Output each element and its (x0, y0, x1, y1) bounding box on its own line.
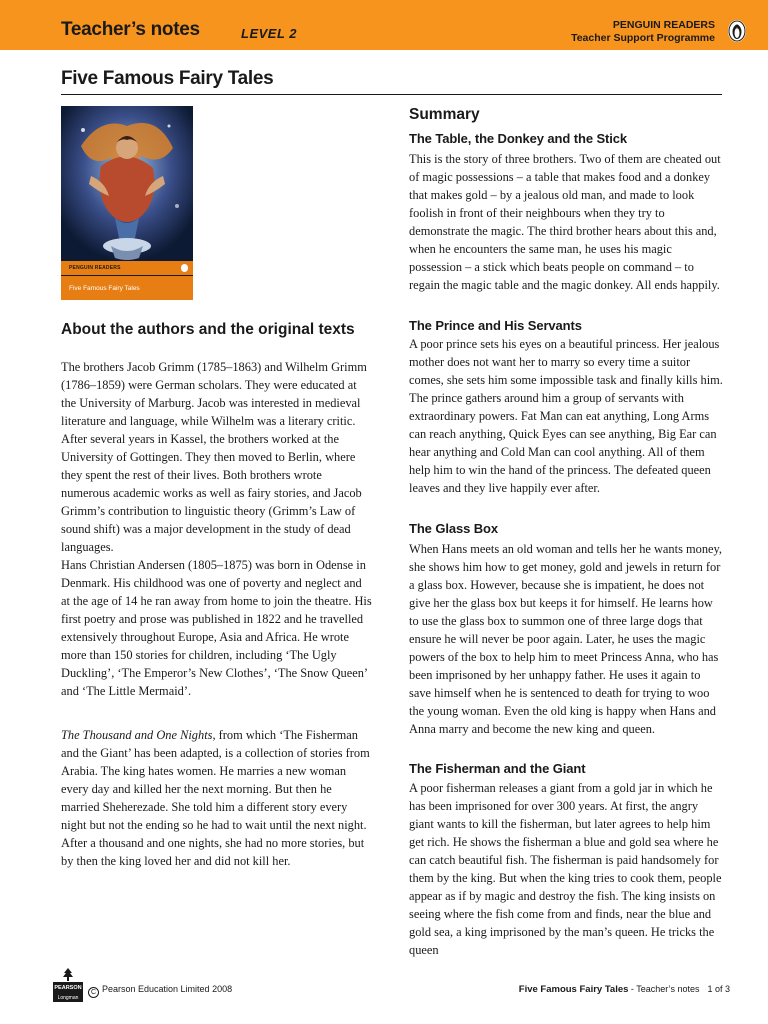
about-grimm-paragraph: The brothers Jacob Grimm (1785–1863) and Wilhelm Grimm (1786–1859) were German scholars. They were educated at the University of Marburg. Jacob was interested in medieval literature and language, while Wilhelm was a literary critic. After several years in Kassel, the brothers worked at the University of Gottingen. They then moved to Berlin, where they spent the rest of their lives. Both brothers wrote numerous academic works as well as fairy stories, and Jacob Grimm’s contribution to linguistic theory (Grimm’s Law of sound shift) was a major development in the study of dead languages. (61, 360, 367, 554)
thousand-nights-text: , from which ‘The Fisherman and the Giant’ has been adapted, is a collection of stories from Arabia. The king hates women. He marries a new woman every day and killed her the next morning. But then he married Sheherezade. She told him a different story every night but not the ending so he had to wait until the next night. After a thousand and one nights, she had no more stories, but by then the king loved her and did not kill her. (61, 728, 370, 868)
series-name: PENGUIN READERS (612, 19, 715, 31)
copyright-notice (88, 984, 232, 998)
pearson-wordmark: PEARSON (53, 982, 83, 994)
story-text-glass-box: When Hans meets an old woman and tells her he wants money, she shows him how to get money, gold and jewels in return for a glass box. However, because she is impatient, he does not give her the glass box but keeps it for himself. He learns how to use the glass box to summon one of three large dogs that ensure he will never be poor again. Later, he uses the magic powers of the box to help him to meet Princess Anna, who has been imprisoned by her unhappy father. He uses it again to save himself when he is sentenced to death for trying to woo the young woman. Even the old king is happy when Hans and Anna marry and become the new king and queen. (409, 542, 723, 736)
pearson-longman-logo (53, 968, 83, 1002)
thousand-nights-title: The Thousand and One Nights (61, 728, 213, 742)
story-text-prince: A poor prince sets his eyes on a beautiful princess. Her jealous mother does not want her to marry so every time a suitor comes, she sets him some impossible task and finally kills him. The prince gathers around him a group of servants with extraordinary powers. Fat Man can eat anything, Long Arms can reach anything, Quick Eyes can see anything, Big Ear can hear anything and Cold Man can cool anything. All of them help him to win the hand of the princess. The defeated queen leaves and they live happily ever after. (409, 337, 723, 495)
cover-illustration (61, 106, 193, 262)
teachers-notes-label: Teacher’s notes (61, 19, 200, 40)
book-cover-image (61, 106, 193, 300)
story-text-fisherman: A poor fisherman releases a giant from a gold jar in which he has been imprisoned for over 300 years. At first, the angry giant wants to kill the fisherman, but later agrees to help him get rich. He shows the fisherman a blue and gold sea where he can catch beautiful fish. The fisherman is paid handsomely for them by the king. But when the king tries to cook them, people appear as if by magic and destroy the fish. The king insists on seeing where the fish come from and finds, near the blue and gold sea, a king imprisoned by the man’s queen. He tricks the queen (409, 781, 722, 957)
story-title-prince: The Prince and His Servants (409, 318, 582, 333)
footer-book-title: Five Famous Fairy Tales (518, 984, 629, 995)
cover-penguin-icon (181, 264, 188, 272)
level-label: LEVEL 2 (241, 26, 298, 41)
cover-publisher: PENGUIN READERS (69, 265, 121, 271)
summary-heading: Summary (409, 106, 480, 123)
story-title-glass-box: The Glass Box (409, 521, 499, 536)
programme-label (495, 19, 715, 45)
page-title: Five Famous Fairy Tales (61, 68, 274, 89)
longman-wordmark: Longman (53, 994, 83, 1002)
footer-page-info (519, 984, 730, 995)
copyright-icon: C (88, 987, 99, 998)
cover-title: Five Famous Fairy Tales (69, 285, 140, 292)
about-thousand-nights-paragraph (61, 726, 373, 870)
story-title-fisherman: The Fisherman and the Giant (409, 761, 586, 776)
programme-name: Teacher Support Programme (571, 32, 715, 44)
title-divider (61, 94, 722, 95)
cover-divider (61, 275, 193, 276)
tree-icon (62, 968, 74, 981)
about-andersen-paragraph: Hans Christian Andersen (1805–1875) was born in Odense in Denmark. His childhood was one of poverty and neglect and at the age of 14 he ran away from home to join the theatre. His first poetry and prose was published in 1822 and he travelled extensively throughout Europe, Asia and Africa. He wrote more than 150 stories for children, including ‘The Ugly Duckling’, ‘The Emperor’s New Clothes’, ‘The Snow Queen’ and ‘The Little Mermaid’. (61, 558, 372, 698)
footer-suffix: - Teacher’s notes (628, 984, 700, 994)
page-number: 1 of 3 (707, 984, 730, 994)
penguin-logo-icon (728, 20, 746, 42)
about-heading: About the authors and the original texts (61, 321, 355, 338)
story-title-table: The Table, the Donkey and the Stick (409, 131, 628, 146)
story-text-table: This is the story of three brothers. Two of them are cheated out of magic possessions – a table that makes food and a donkey that makes gold – by a jealous old man, and made to look foolish in front of their neighbours when they try to demonstrate the magic. The third brother hears about this and, when he encounters the same man, he uses his magic possession – a stick which beats people on command – to regain the magic table and the magic donkey. All ends happily. (409, 152, 721, 292)
copyright-text: Pearson Education Limited 2008 (102, 984, 233, 994)
header-band (0, 0, 768, 50)
cover-title-bar (61, 261, 193, 300)
